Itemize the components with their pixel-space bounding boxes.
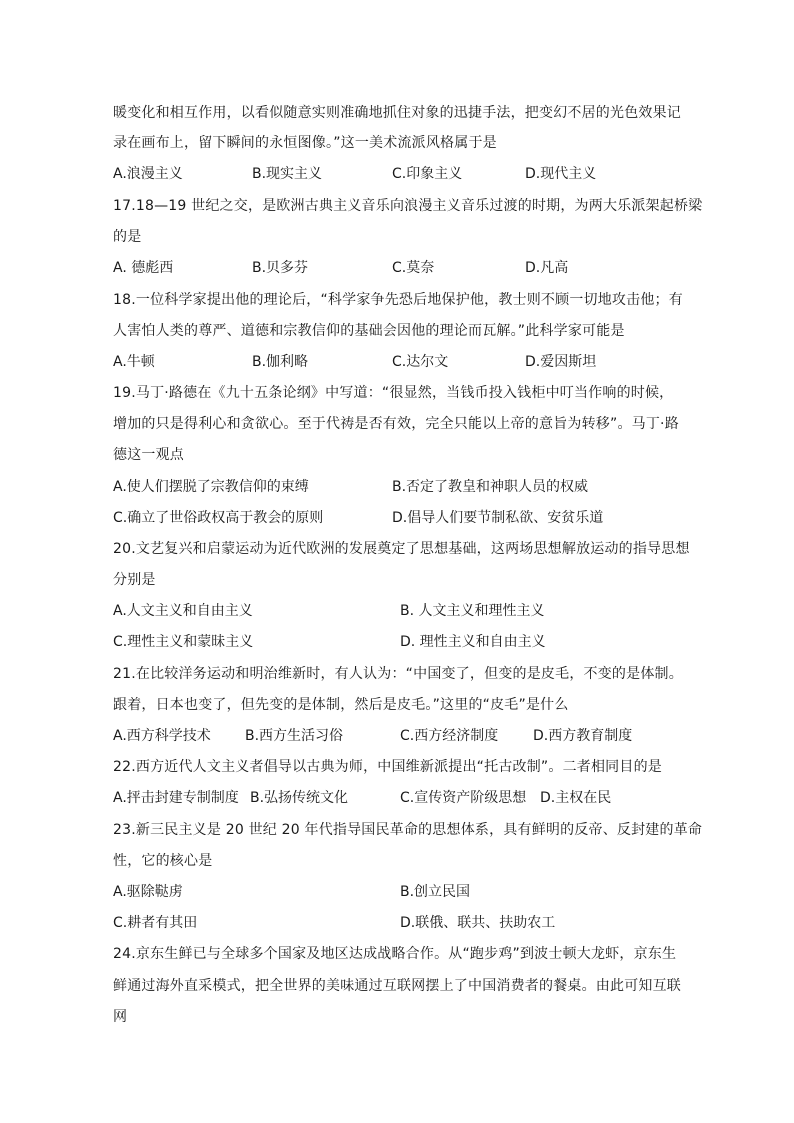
q18-text-line2: 人害怕人类的尊严、道德和宗教信仰的基础会因他的理论而瓦解。”此科学家可能是 xyxy=(113,323,625,339)
q20-option-c: C.理性主义和蒙昧主义 xyxy=(113,634,254,650)
q24-text-line1: 24.京东生鲜已与全球多个国家及地区达成战略合作。从“跑步鸡”到波士顿大龙虾，京东生 xyxy=(113,946,677,962)
q17-text-line1: 17.18—19 世纪之交，是欧洲古典主义音乐向浪漫主义音乐过渡的时期，为两大乐派架起桥梁 xyxy=(113,198,703,214)
q16-option-a: A.浪漫主义 xyxy=(113,166,183,182)
q19-text-line2: 增加的只是得利心和贪欲心。至于代祷是否有效，完全只能以上帝的意旨为转移”。马丁·路 xyxy=(113,416,679,432)
q22-text-line1: 22.西方近代人文主义者倡导以古典为师，中国维新派提出“托古改制”。二者相同目的是 xyxy=(113,759,662,775)
q22-option-b: B.弘扬传统文化 xyxy=(250,790,349,806)
q24-text-line2: 鲜通过海外直采模式，把全世界的美味通过互联网摆上了中国消费者的餐桌。由此可知互联 xyxy=(113,978,681,994)
q18-option-d: D.爱因斯坦 xyxy=(525,354,597,370)
q17-option-a: A. 德彪西 xyxy=(113,260,174,276)
q19-text-line3: 德这一观点 xyxy=(113,447,184,463)
q20-text-line2: 分别是 xyxy=(113,572,156,588)
q16-option-d: D.现代主义 xyxy=(525,166,597,182)
q16-option-c: C.印象主义 xyxy=(392,166,463,182)
q17-option-c: C.莫奈 xyxy=(392,260,435,276)
q17-option-d: D.凡高 xyxy=(525,260,569,276)
q17-text-line2: 的是 xyxy=(113,229,142,245)
q21-option-c: C.西方经济制度 xyxy=(400,728,499,744)
q21-option-a: A.西方科学技术 xyxy=(113,728,211,744)
q23-option-a: A.驱除鞑虏 xyxy=(113,884,183,900)
q20-option-d: D. 理性主义和自由主义 xyxy=(400,634,546,650)
q21-option-d: D.西方教育制度 xyxy=(533,728,633,744)
q23-option-c: C.耕者有其田 xyxy=(113,915,198,931)
q22-option-c: C.宣传资产阶级思想 xyxy=(400,790,527,806)
q19-option-c: C.确立了世俗政权高于教会的原则 xyxy=(113,510,324,526)
q23-text-line2: 性，它的核心是 xyxy=(113,853,213,869)
q21-text-line2: 跟着，日本也变了，但先变的是体制，然后是皮毛。”这里的“皮毛”是什么 xyxy=(113,697,569,713)
q20-text-line1: 20.文艺复兴和启蒙运动为近代欧洲的发展奠定了思想基础，这两场思想解放运动的指导思想 xyxy=(113,541,690,557)
q21-option-b: B.西方生活习俗 xyxy=(245,728,344,744)
q19-option-a: A.使人们摆脱了宗教信仰的束缚 xyxy=(113,479,309,495)
q17-option-b: B.贝多芬 xyxy=(252,260,309,276)
q19-option-d: D.倡导人们要节制私欲、安贫乐道 xyxy=(392,510,604,526)
q18-option-a: A.牛顿 xyxy=(113,354,155,370)
q16-option-b: B.现实主义 xyxy=(252,166,323,182)
q18-option-c: C.达尔文 xyxy=(392,354,449,370)
q16-text-line1: 暖变化和相互作用，以看似随意实则准确地抓住对象的迅捷手法，把变幻不居的光色效果记 xyxy=(113,105,681,121)
q16-text-line2: 录在画布上，留下瞬间的永恒图像。”这一美术流派风格属于是 xyxy=(113,135,497,151)
q23-text-line1: 23.新三民主义是 20 世纪 20 年代指导国民革命的思想体系，具有鲜明的反帝、反封建的革命 xyxy=(113,822,703,838)
q19-option-b: B.否定了教皇和神职人员的权威 xyxy=(392,479,589,495)
q23-option-b: B.创立民国 xyxy=(400,884,471,900)
q23-option-d: D.联俄、联共、扶助农工 xyxy=(400,915,556,931)
q20-option-b: B. 人文主义和理性主义 xyxy=(400,603,545,619)
q19-text-line1: 19.马丁·路德在《九十五条论纲》中写道：“很显然，当钱币投入钱柜中叮当作响的时候， xyxy=(113,385,674,401)
q24-text-line3: 网 xyxy=(113,1009,128,1025)
q22-option-d: D.主权在民 xyxy=(540,790,612,806)
q18-option-b: B.伽利略 xyxy=(252,354,309,370)
q21-text-line1: 21.在比较洋务运动和明治维新时，有人认为：“中国变了，但变的是皮毛，不变的是体制。 xyxy=(113,666,683,682)
q22-option-a: A.抨击封建专制制度 xyxy=(113,790,239,806)
q20-option-a: A.人文主义和自由主义 xyxy=(113,603,253,619)
q18-text-line1: 18.一位科学家提出他的理论后，“科学家争先恐后地保护他，教士则不顾一切地攻击他；有 xyxy=(113,292,683,308)
